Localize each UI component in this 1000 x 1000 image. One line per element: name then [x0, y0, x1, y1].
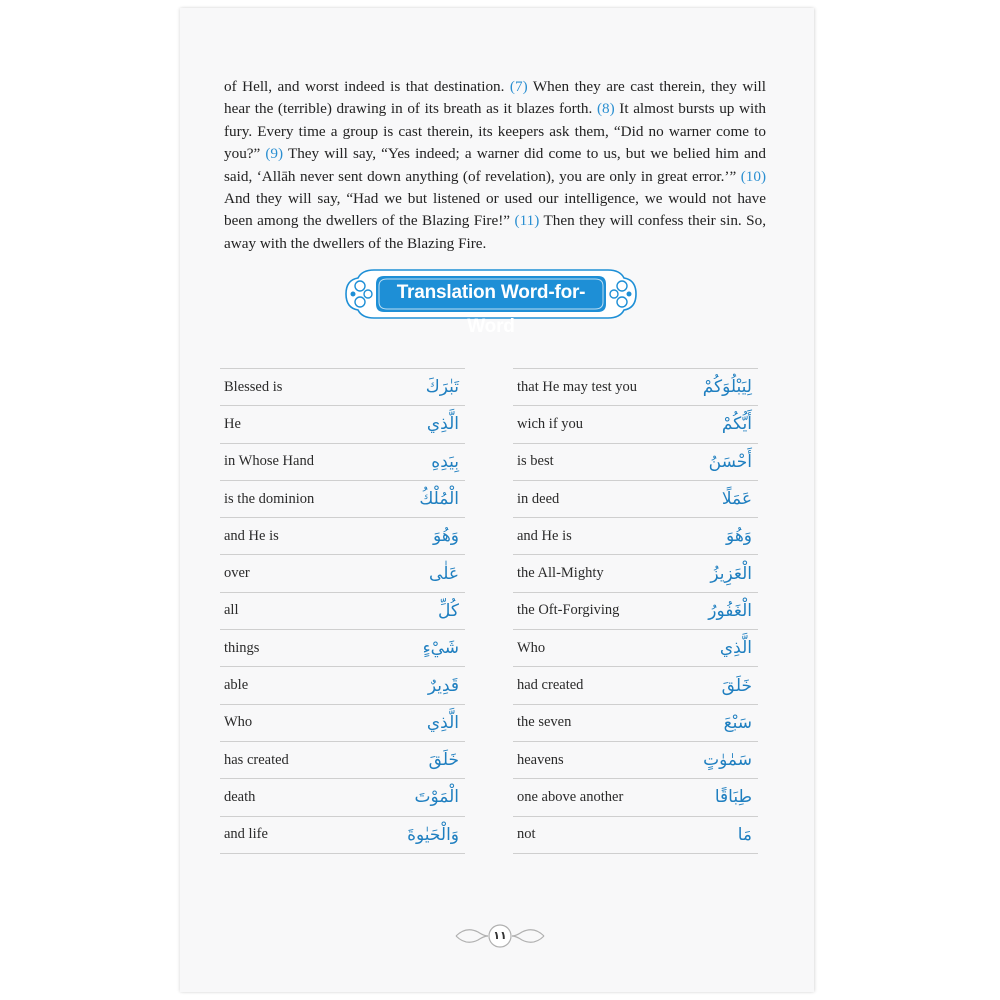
english-word: one above another: [517, 788, 624, 805]
arabic-word: وَهُوَ: [433, 526, 459, 547]
sentence: Then they will confess their sin. So, away with the dwellers of the Blazing Fire.: [224, 212, 767, 252]
section-title: Translation Word-for-Word: [396, 282, 586, 337]
table-row: [220, 779, 465, 816]
english-word: Who: [517, 639, 546, 656]
english-word: things: [224, 639, 260, 656]
sentence: They will say, “Yes indeed; a warner did come to us, but we belied him and said, ‘Allāh never sent down anything (of revelation), you are only in great error.’”: [224, 145, 766, 185]
arabic-word: شَيْءٍ: [422, 638, 459, 659]
translation-paragraph: [224, 76, 766, 255]
table-row: [220, 593, 465, 630]
arabic-word: طِبَاقًا: [714, 787, 752, 808]
table-row: [513, 667, 758, 704]
arabic-word: الَّذِي: [719, 638, 752, 659]
english-word: is best: [517, 453, 554, 470]
arabic-word: مَا: [737, 824, 752, 845]
arabic-word: وَالْحَيٰوةَ: [407, 824, 459, 845]
arabic-word: الَّذِي: [426, 712, 459, 733]
table-row: [513, 444, 758, 481]
sentence: of Hell, and worst indeed is that destination.: [224, 78, 505, 95]
verse-number: (10): [740, 167, 767, 185]
table-row: [513, 742, 758, 779]
table-row: [220, 742, 465, 779]
arabic-word: الْمُلْكُ: [419, 489, 459, 510]
table-row: [220, 817, 465, 854]
english-word: all: [224, 602, 239, 619]
table-row: [220, 406, 465, 443]
english-word: has created: [224, 751, 289, 768]
arabic-word: كُلِّ: [438, 600, 459, 621]
table-row: [220, 369, 465, 406]
english-word: in Whose Hand: [224, 453, 314, 470]
table-row: [513, 406, 758, 443]
word-table-left: [220, 368, 465, 854]
english-word: over: [224, 565, 250, 582]
english-word: and life: [224, 826, 268, 843]
english-word: not: [517, 826, 536, 843]
arabic-word: وَهُوَ: [726, 526, 752, 547]
arabic-word: الْغَفُورُ: [708, 600, 752, 621]
arabic-word: خَلَقَ: [721, 675, 752, 696]
arabic-word: عَمَلًا: [721, 489, 752, 510]
sentence: And they will say, “Had we but listened or used our intelligence, we would not have been among the dwellers of the Blazing Fire!”: [224, 190, 766, 230]
page-number: ١١: [493, 929, 507, 942]
english-word: wich if you: [517, 415, 584, 432]
table-row: [513, 779, 758, 816]
table-row: [513, 518, 758, 555]
arabic-word: عَلٰى: [429, 563, 459, 584]
verse-number: (11): [514, 212, 540, 230]
arabic-word: الْمَوْتَ: [414, 787, 459, 808]
english-word: Blessed is: [224, 378, 283, 395]
english-word: the Oft-Forgiving: [517, 602, 620, 619]
word-table-right: [513, 368, 758, 854]
arabic-word: أَيُّكُمْ: [721, 414, 752, 435]
english-word: and He is: [517, 527, 572, 544]
table-row: [220, 444, 465, 481]
english-word: had created: [517, 677, 584, 694]
table-row: [220, 630, 465, 667]
arabic-word: لِيَبْلُوَكُمْ: [702, 377, 752, 398]
english-word: death: [224, 788, 256, 805]
english-word: He: [224, 415, 241, 432]
table-row: [513, 817, 758, 854]
arabic-word: الْعَزِيزُ: [710, 563, 752, 584]
english-word: Who: [224, 714, 253, 731]
arabic-word: أَحْسَنُ: [708, 451, 752, 472]
table-row: [513, 630, 758, 667]
english-word: the seven: [517, 714, 572, 731]
section-banner: [344, 266, 638, 337]
english-word: is the dominion: [224, 490, 315, 507]
table-row: [220, 518, 465, 555]
table-row: [513, 481, 758, 518]
table-row: [513, 705, 758, 742]
arabic-word: سَمٰوٰتٍ: [703, 750, 752, 771]
table-row: [513, 593, 758, 630]
arabic-word: تَبٰرَكَ: [425, 377, 459, 398]
table-row: [513, 555, 758, 592]
english-word: able: [224, 677, 249, 694]
table-row: [220, 481, 465, 518]
verse-number: (7): [509, 78, 528, 95]
english-word: the All-Mighty: [517, 565, 604, 582]
english-word: in deed: [517, 490, 560, 507]
sentence: It almost bursts up with fury. Every time a group is cast therein, its keepers ask them, “Did no warner come to you?”: [224, 100, 767, 163]
arabic-word: الَّذِي: [426, 414, 459, 435]
table-row: [220, 705, 465, 742]
verse-number: (8): [596, 100, 615, 118]
table-row: [513, 369, 758, 406]
verse-number: (9): [265, 145, 284, 163]
page-footer: [452, 922, 548, 950]
sentence: When they are cast therein, they will hear the (terrible) drawing in of its breath as it blazes forth.: [224, 78, 766, 118]
arabic-word: سَبْعَ: [723, 712, 752, 733]
arabic-word: قَدِيرٌ: [427, 675, 459, 696]
english-word: heavens: [517, 751, 564, 768]
table-row: [220, 667, 465, 704]
english-word: and He is: [224, 527, 279, 544]
table-row: [220, 555, 465, 592]
arabic-word: خَلَقَ: [428, 750, 459, 771]
english-word: that He may test you: [517, 378, 638, 395]
arabic-word: بِيَدِهِ: [431, 451, 459, 472]
